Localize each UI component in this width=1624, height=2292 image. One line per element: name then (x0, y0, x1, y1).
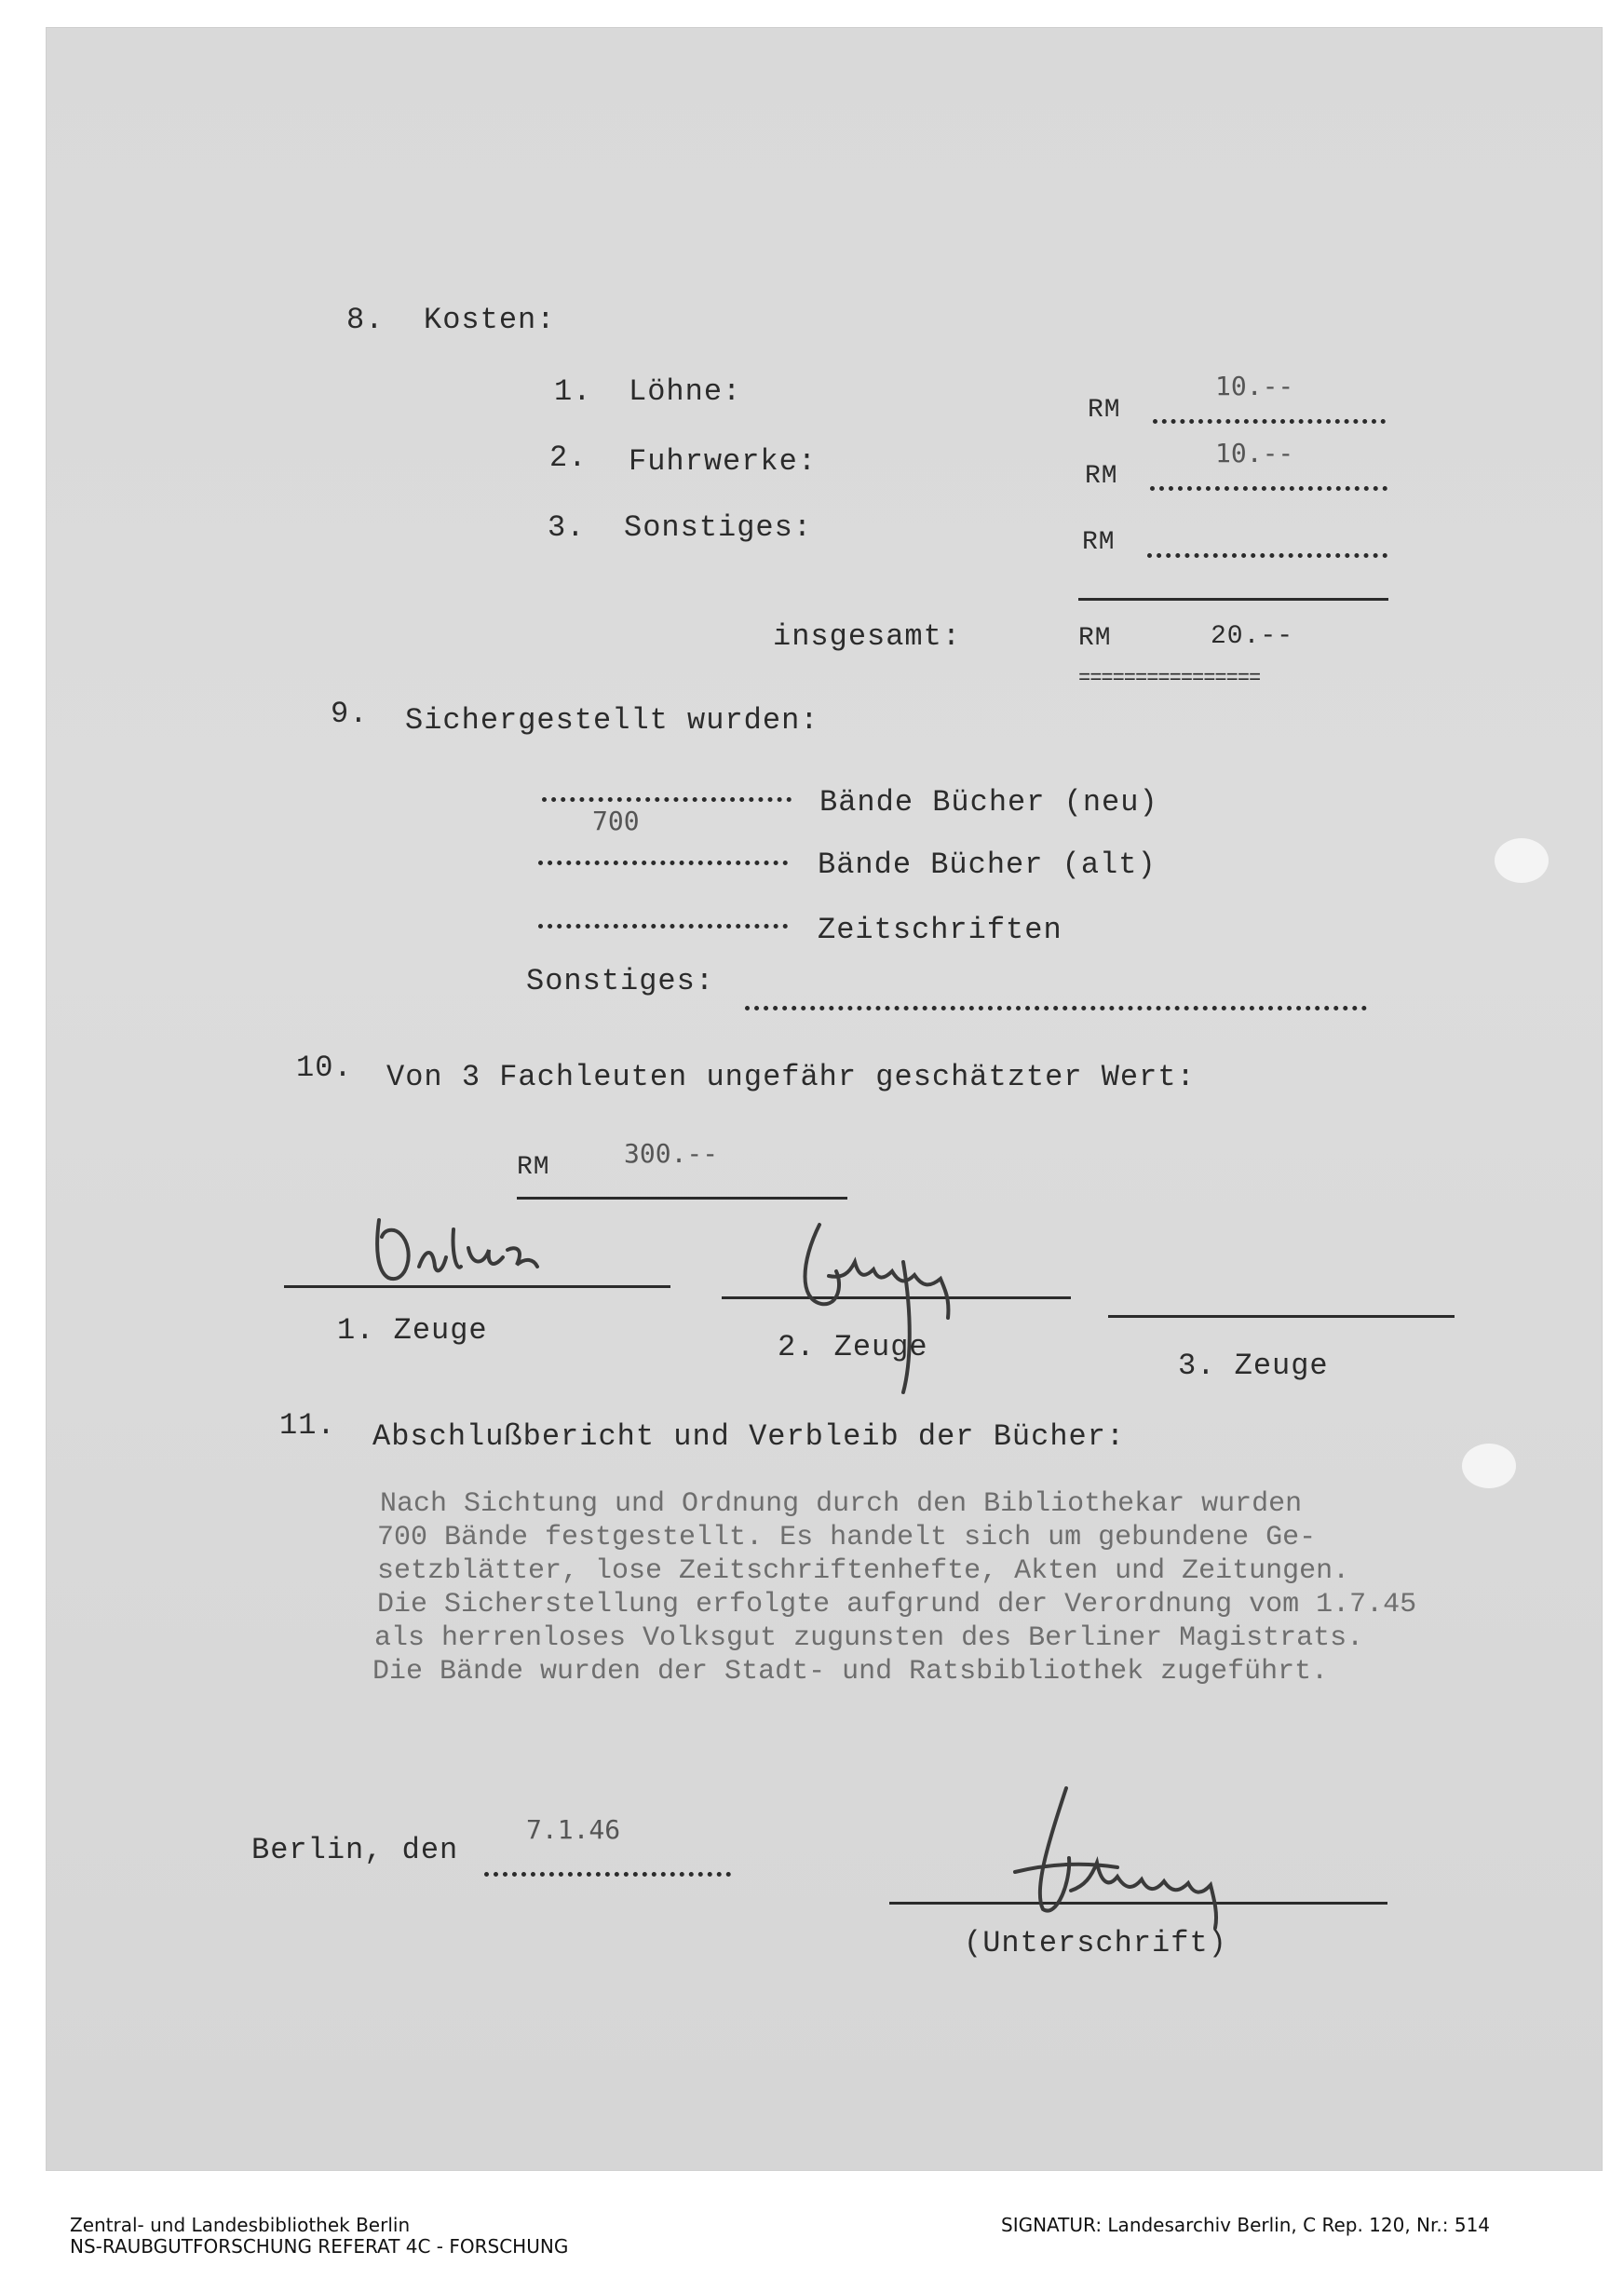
footer-institution: Zentral- und Landesbibliothek Berlin (70, 2214, 411, 2236)
cost-item-2-label: Fuhrwerke: (629, 444, 818, 479)
cost-item-3-currency: RM (1082, 528, 1116, 557)
footer-department: NS-RAUBGUTFORSCHUNG REFERAT 4C - FORSCHUNG (70, 2235, 569, 2258)
date-dotted-line (484, 1872, 731, 1877)
books-new-label: Bände Bücher (neu) (819, 785, 1158, 820)
footer-left (70, 2215, 568, 2258)
cost-item-1-currency: RM (1088, 396, 1121, 425)
cost-item-2-value: 10.-- (1215, 438, 1294, 468)
witness-2-label: 2. Zeuge (778, 1330, 928, 1364)
punch-hole (1462, 1444, 1516, 1488)
total-label: insgesamt: (773, 619, 962, 654)
total-value: 20.-- (1211, 622, 1294, 651)
cost-item-1-value: 10.-- (1215, 371, 1294, 401)
witness-1-signature (368, 1192, 591, 1295)
estimate-value: 300.-- (624, 1138, 719, 1169)
place-label: Berlin, den (251, 1833, 459, 1867)
report-line-5: als herrenloses Volksgut zugunsten des Berliner Magistrats. (374, 1622, 1364, 1654)
witness-2-signature (773, 1206, 1024, 1402)
witness-3-line (1108, 1315, 1455, 1318)
witness-3-label: 3. Zeuge (1178, 1349, 1329, 1383)
cost-item-2-dotted-line (1150, 486, 1387, 491)
section-9-other-dotted-line (745, 1006, 1367, 1010)
periodicals-label: Zeitschriften (818, 913, 1062, 947)
sum-rule (1078, 598, 1388, 601)
footer-signature-ref: SIGNATUR: Landesarchiv Berlin, C Rep. 120, Nr.: 514 (1001, 2214, 1491, 2236)
periodicals-dotted-line (538, 924, 788, 929)
signature-caption: (Unterschrift) (964, 1926, 1227, 1960)
total-currency: RM (1078, 624, 1112, 653)
report-line-2: 700 Bände festgestellt. Es handelt sich um gebundene Ge- (377, 1522, 1317, 1553)
books-new-dotted-line (542, 797, 792, 802)
section-11-title: Abschlußbericht und Verbleib der Bücher: (372, 1419, 1126, 1454)
books-old-dotted-line (538, 861, 788, 865)
witness-1-label: 1. Zeuge (337, 1313, 488, 1348)
section-9-number: 9. (331, 697, 369, 731)
cost-item-3-dotted-line (1147, 553, 1387, 558)
estimate-currency: RM (517, 1153, 550, 1182)
books-old-label: Bände Bücher (alt) (818, 848, 1157, 882)
report-line-3: setzblätter, lose Zeitschriftenhefte, Akten und Zeitungen. (377, 1555, 1350, 1587)
section-11-number: 11. (279, 1408, 336, 1443)
total-double-underline: ================ (1078, 667, 1261, 690)
cost-item-3-label: Sonstiges: (624, 510, 813, 545)
section-9-other-label: Sonstiges: (526, 964, 715, 998)
cost-item-2-number: 2. (549, 441, 588, 475)
cost-item-1-dotted-line (1153, 419, 1386, 424)
date-value: 7.1.46 (526, 1814, 621, 1845)
cost-item-3-number: 3. (548, 510, 586, 545)
section-10-title: Von 3 Fachleuten ungefähr geschätzter Wert: (386, 1060, 1196, 1094)
cost-item-1-label: Löhne: (629, 374, 742, 409)
section-9-title: Sichergestellt wurden: (405, 703, 819, 738)
section-10-number: 10. (296, 1051, 353, 1085)
books-old-value: 700 (592, 806, 640, 836)
section-8-number: 8. (346, 303, 385, 337)
section-8-title: Kosten: (424, 303, 556, 337)
cost-item-1-number: 1. (554, 374, 592, 409)
report-line-1: Nach Sichtung und Ordnung durch den Bibliothekar wurden (380, 1488, 1303, 1520)
punch-hole (1495, 838, 1549, 883)
report-line-4: Die Sicherstellung erfolgte aufgrund der Verordnung vom 1.7.45 (377, 1589, 1417, 1621)
report-line-6: Die Bände wurden der Stadt- und Ratsbibliothek zugeführt. (372, 1656, 1329, 1688)
cost-item-2-currency: RM (1085, 462, 1118, 491)
